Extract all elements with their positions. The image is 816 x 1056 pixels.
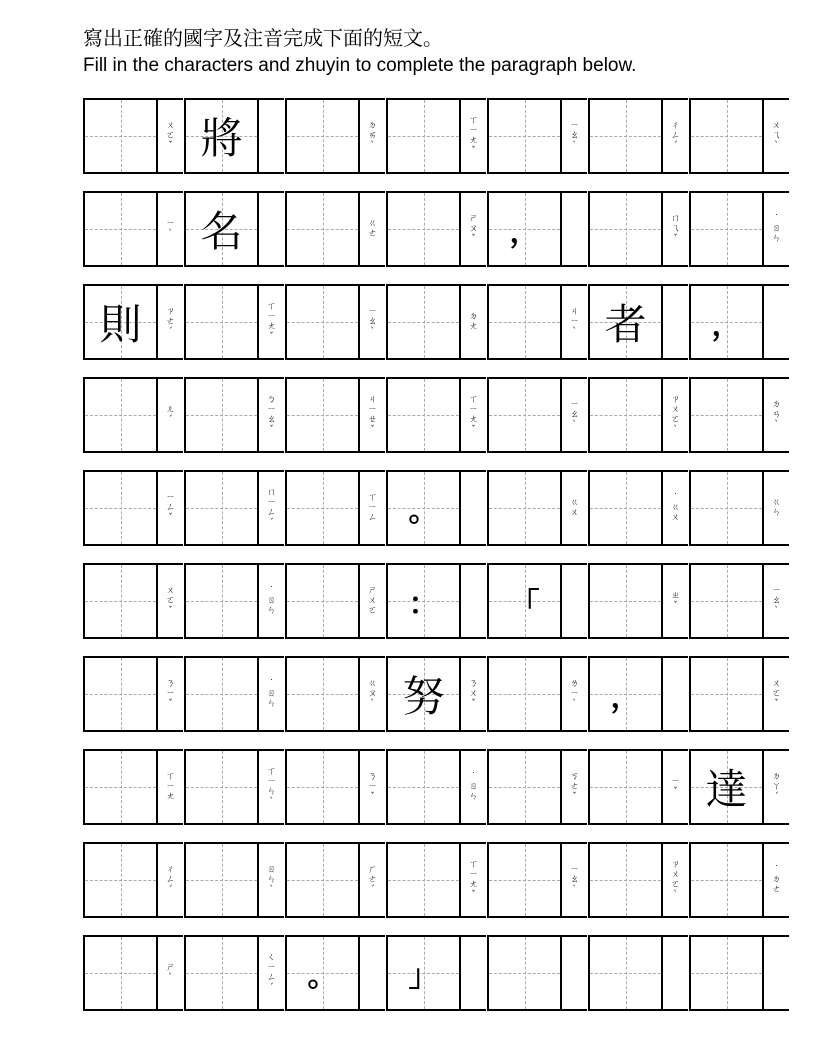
grid-row [83,563,791,639]
zhuyin-text: ㄅㄧㄠˇ [266,395,276,435]
character-box[interactable] [689,842,764,918]
zhuyin-text: ㄋㄧˇ [165,679,175,709]
zhuyin-box[interactable] [158,377,183,453]
zhuyin-text: ㄏㄜˊ [367,865,377,895]
character-box[interactable] [285,749,360,825]
zhuyin-text: ㄧㄥˇ [165,493,175,523]
zhuyin-box[interactable] [562,98,587,174]
zhuyin-box[interactable] [158,749,183,825]
punctuation-mark: ， [610,680,641,715]
zhuyin-box[interactable] [461,749,486,825]
zhuyin-box[interactable] [158,284,183,360]
character-box[interactable] [83,98,158,174]
character-box[interactable] [83,749,158,825]
punctuation-mark: 。 [307,959,338,994]
zhuyin-box[interactable] [764,563,789,639]
zhuyin-box[interactable] [663,842,688,918]
grid-row [83,470,791,546]
zhuyin-box[interactable] [562,470,587,546]
zhuyin-text: ㄔㄥˊ [670,121,680,151]
given-character: 努 [402,672,445,721]
character-box[interactable] [689,470,764,546]
character-box[interactable] [184,935,259,1011]
character-box[interactable] [386,749,461,825]
zhuyin-box[interactable] [158,191,183,267]
zhuyin-text: ㄧˇ [670,777,680,797]
zhuyin-text: ㄨㄛˇ [165,121,175,151]
character-box[interactable] [184,284,259,360]
zhuyin-box[interactable] [360,98,385,174]
zhuyin-text: ㄨㄟˋ [771,121,781,151]
grid-row [83,749,791,825]
zhuyin-text: ㄗㄨㄛˋ [670,395,680,435]
zhuyin-box[interactable] [259,935,284,1011]
grid-row [83,656,791,732]
zhuyin-text: ㄗㄜˊ [165,307,175,337]
instruction-english: Fill in the characters and zhuyin to complete the paragraph below. [83,55,637,76]
character-box[interactable] [184,656,259,732]
zhuyin-text: ㄉㄤ [468,312,478,332]
zhuyin-box[interactable] [158,470,183,546]
zhuyin-text: ˙ㄖㄣ [771,214,781,244]
character-box[interactable] [689,377,764,453]
character-box[interactable] [487,749,562,825]
zhuyin-box[interactable] [158,842,183,918]
zhuyin-box[interactable] [764,284,789,360]
character-box[interactable] [285,470,360,546]
character-box[interactable] [83,191,158,267]
zhuyin-text: ˙ㄖㄣ [468,772,478,802]
zhuyin-text: ㄖㄣˋ [266,865,276,895]
grid-row [83,377,791,453]
given-character: 者 [604,300,647,349]
zhuyin-box[interactable] [663,563,688,639]
character-box[interactable] [689,284,764,360]
character-box[interactable] [487,470,562,546]
zhuyin-box[interactable] [663,935,688,1011]
zhuyin-box[interactable] [259,98,284,174]
zhuyin-box[interactable] [360,656,385,732]
zhuyin-text: ㄨㄛˇ [771,679,781,709]
zhuyin-box[interactable] [259,191,284,267]
zhuyin-text: ㄧㄠˋ [367,307,377,337]
character-box[interactable] [588,98,663,174]
given-character: 則 [99,300,142,349]
zhuyin-text: ˙ㄍㄨ [670,493,680,523]
character-box[interactable] [386,656,461,732]
zhuyin-text: ㄍㄜ [367,219,377,239]
zhuyin-text: ㄉㄢˋ [771,400,781,430]
character-box[interactable] [689,935,764,1011]
punctuation-mark: ， [509,215,540,250]
zhuyin-box[interactable] [663,98,688,174]
zhuyin-box[interactable] [461,377,486,453]
character-box[interactable] [285,377,360,453]
zhuyin-text: ㄎㄜˇ [569,772,579,802]
zhuyin-box[interactable] [259,563,284,639]
character-box[interactable] [588,284,663,360]
zhuyin-text: ˙ㄖㄣ [266,679,276,709]
character-box[interactable] [588,935,663,1011]
zhuyin-text: ㄐㄧㄝˇ [367,395,377,435]
character-box[interactable] [184,191,259,267]
character-box[interactable] [588,749,663,825]
character-box[interactable] [285,284,360,360]
character-box[interactable] [588,656,663,732]
character-box[interactable] [487,98,562,174]
grid-row [83,842,791,918]
zhuyin-text: ㄋㄨˇ [468,679,478,709]
character-box[interactable] [487,563,562,639]
character-box[interactable] [83,935,158,1011]
character-box[interactable] [689,98,764,174]
zhuyin-text: ˙ㄖㄣ [266,586,276,616]
punctuation-mark: ： [408,587,439,622]
zhuyin-text: ㄕㄨㄛ [367,586,377,616]
character-box[interactable] [487,842,562,918]
zhuyin-box[interactable] [461,98,486,174]
zhuyin-box[interactable] [663,749,688,825]
zhuyin-text: ㄑㄧㄥˊ [266,953,276,993]
zhuyin-text: ㄕㄡˇ [468,214,478,244]
instruction-chinese: 寫出正確的國字及注音完成下面的短文。 [83,26,443,50]
character-box[interactable] [689,749,764,825]
zhuyin-text: ㄦˊ [165,405,175,425]
zhuyin-box[interactable] [360,191,385,267]
zhuyin-box[interactable] [259,842,284,918]
character-box[interactable] [487,935,562,1011]
character-box[interactable] [487,191,562,267]
character-box[interactable] [386,191,461,267]
zhuyin-box[interactable] [764,98,789,174]
zhuyin-text: ㄧˋ [165,219,175,239]
zhuyin-box[interactable] [158,563,183,639]
character-box[interactable] [184,98,259,174]
zhuyin-box[interactable] [663,191,688,267]
character-box[interactable] [487,284,562,360]
character-box[interactable] [184,563,259,639]
zhuyin-box[interactable] [562,563,587,639]
character-box[interactable] [386,563,461,639]
zhuyin-text: ㄒㄧㄥ [367,493,377,523]
character-box[interactable] [588,470,663,546]
zhuyin-text: ㄇㄧㄥˊ [266,488,276,528]
zhuyin-text: ㄨㄛˇ [165,586,175,616]
zhuyin-box[interactable] [360,470,385,546]
grid-row [83,191,791,267]
character-box[interactable] [689,563,764,639]
zhuyin-box[interactable] [461,191,486,267]
zhuyin-box[interactable] [360,935,385,1011]
punctuation-mark: 。 [408,494,439,529]
zhuyin-box[interactable] [360,749,385,825]
zhuyin-text: ㄐㄧˋ [569,307,579,337]
character-box[interactable] [285,656,360,732]
zhuyin-box[interactable] [562,842,587,918]
given-character: 名 [200,207,243,256]
zhuyin-box[interactable] [461,284,486,360]
zhuyin-text: ㄒㄧㄤˇ [468,116,478,156]
zhuyin-text: ㄧㄠˋ [569,121,579,151]
grid-row [83,98,791,174]
zhuyin-box[interactable] [259,656,284,732]
zhuyin-box[interactable] [259,284,284,360]
zhuyin-box[interactable] [360,377,385,453]
character-box[interactable] [83,284,158,360]
zhuyin-text: ㄍㄨ [569,498,579,518]
zhuyin-box[interactable] [461,470,486,546]
character-box[interactable] [588,563,663,639]
zhuyin-box[interactable] [562,191,587,267]
zhuyin-text: ㄉㄚˊ [771,772,781,802]
zhuyin-text: ㄓˇ [670,591,680,611]
punctuation-mark: ， [711,308,742,343]
character-box[interactable] [83,563,158,639]
zhuyin-box[interactable] [259,749,284,825]
zhuyin-box[interactable] [562,749,587,825]
zhuyin-box[interactable] [158,98,183,174]
zhuyin-box[interactable] [764,470,789,546]
zhuyin-text: ㄍㄡˋ [367,679,377,709]
character-box[interactable] [588,377,663,453]
zhuyin-box[interactable] [461,842,486,918]
zhuyin-box[interactable] [562,377,587,453]
grid-row [83,935,791,1011]
zhuyin-text: ㄧㄠˋ [569,865,579,895]
zhuyin-box[interactable] [360,842,385,918]
zhuyin-box[interactable] [461,935,486,1011]
character-box[interactable] [83,470,158,546]
zhuyin-box[interactable] [158,935,183,1011]
zhuyin-box[interactable] [764,377,789,453]
character-box[interactable] [588,191,663,267]
zhuyin-box[interactable] [259,377,284,453]
zhuyin-box[interactable] [360,284,385,360]
character-box[interactable] [386,935,461,1011]
given-character: 將 [200,114,243,163]
zhuyin-box[interactable] [158,656,183,732]
zhuyin-text: ㄒㄧㄤˇ [468,395,478,435]
character-box[interactable] [386,98,461,174]
zhuyin-box[interactable] [562,935,587,1011]
zhuyin-box[interactable] [461,656,486,732]
zhuyin-box[interactable] [663,284,688,360]
zhuyin-text: ㄗㄨㄛˋ [670,860,680,900]
zhuyin-box[interactable] [259,470,284,546]
zhuyin-text: ㄒㄧㄣˋ [266,767,276,807]
character-box[interactable] [689,191,764,267]
zhuyin-text: ㄧㄠˋ [569,400,579,430]
zhuyin-text: ㄒㄧㄤ [165,772,175,802]
character-box[interactable] [487,377,562,453]
zhuyin-box[interactable] [764,656,789,732]
zhuyin-box[interactable] [562,656,587,732]
zhuyin-box[interactable] [764,749,789,825]
character-box[interactable] [588,842,663,918]
character-box[interactable] [386,842,461,918]
zhuyin-text: ˙ㄉㄜ [771,865,781,895]
zhuyin-text: ㄔㄥˊ [165,865,175,895]
zhuyin-text: ㄕˋ [165,963,175,983]
zhuyin-text: ㄒㄧㄤˇ [468,860,478,900]
zhuyin-box[interactable] [461,563,486,639]
character-box[interactable] [689,656,764,732]
zhuyin-text: ㄒㄧㄤˇ [266,302,276,342]
zhuyin-box[interactable] [764,935,789,1011]
zhuyin-text: ㄌㄧˋ [569,679,579,709]
character-box[interactable] [184,749,259,825]
character-box[interactable] [386,284,461,360]
zhuyin-text: ㄧㄠˋ [771,586,781,616]
character-box[interactable] [184,470,259,546]
character-box[interactable] [386,377,461,453]
character-box[interactable] [487,656,562,732]
character-box[interactable] [83,656,158,732]
zhuyin-box[interactable] [764,191,789,267]
zhuyin-text: ㄍㄣ [771,498,781,518]
given-character: 達 [705,765,748,814]
zhuyin-text: ㄋㄧˇ [367,772,377,802]
zhuyin-box[interactable] [663,656,688,732]
character-box[interactable] [83,377,158,453]
character-box[interactable] [285,563,360,639]
character-box[interactable] [386,470,461,546]
zhuyin-text: ㄉㄞˋ [367,121,377,151]
punctuation-mark: 」 [408,959,439,994]
grid-row [83,284,791,360]
character-box[interactable] [285,842,360,918]
zhuyin-box[interactable] [764,842,789,918]
zhuyin-text: ㄇㄟˇ [670,214,680,244]
zhuyin-box[interactable] [360,563,385,639]
zhuyin-box[interactable] [663,470,688,546]
character-box[interactable] [285,935,360,1011]
zhuyin-box[interactable] [663,377,688,453]
zhuyin-box[interactable] [562,284,587,360]
character-box[interactable] [285,98,360,174]
punctuation-mark: 「 [509,587,540,622]
character-box[interactable] [285,191,360,267]
character-box[interactable] [83,842,158,918]
character-box[interactable] [184,377,259,453]
character-box[interactable] [184,842,259,918]
